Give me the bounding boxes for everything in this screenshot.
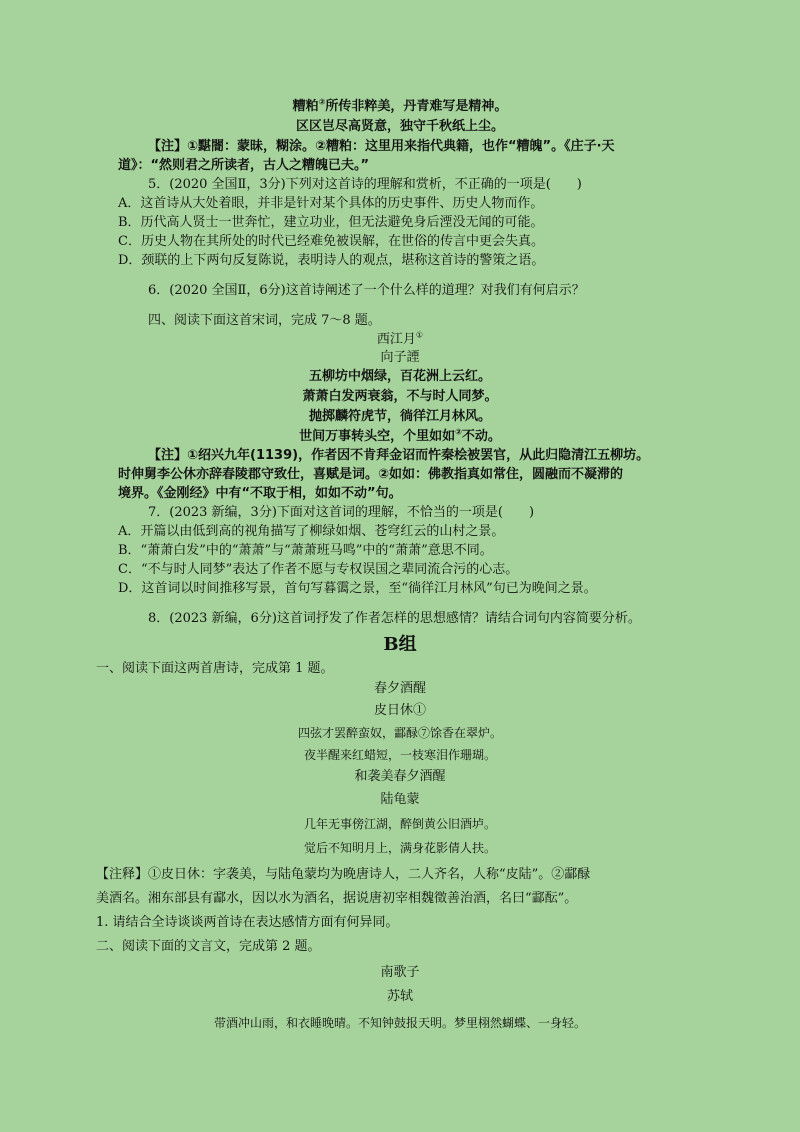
section4-heading: 四、阅读下面这首宋词，完成 7～8 题。 [148, 313, 381, 328]
question-b1: 1. 请结合全诗谈谈两首诗在表达感情方面有何异同。 [96, 915, 399, 930]
section-b1-heading: 一、阅读下面这两首唐诗，完成第 1 题。 [96, 661, 334, 676]
q7-stem: 7．(2023 新编，3分)下面对这首词的理解，不恰当的一项是( ) [148, 505, 535, 520]
poem1-line2: 区区岂尽高贤意，独守千秋纸上尘。 [295, 119, 504, 134]
poem3-title: 春夕酒醒 [373, 681, 426, 696]
poem2-line3: 抛掷麟符虎节，徜徉江月林风。 [308, 409, 491, 424]
poem2-line2: 萧萧白发两衰翁，不与时人同梦。 [302, 389, 498, 404]
q7-option-a: A．开篇以由低到高的视角描写了柳绿如烟、苍穹红云的山村之景。 [118, 524, 505, 539]
poem5-line1: 带酒冲山雨，和衣睡晚晴。不知钟鼓报天明。梦里栩然蝴蝶、一身轻。 [213, 1016, 586, 1030]
poem2-author: 向子諲 [380, 350, 420, 365]
q7-option-c: C．“不与时人同梦”表达了作者不愿与专权误国之辈同流合污的心志。 [118, 562, 519, 577]
poem3-line1: 四弦才罢醉蛮奴，酃醁⑦馀香在翠炉。 [297, 726, 502, 740]
q8: 8．(2023 新编，6分)这首词抒发了作者怎样的思想感情？请结合词句内容简要分析。 [148, 611, 641, 626]
section-b2-heading: 二、阅读下面的文言文，完成第 2 题。 [96, 939, 321, 954]
note1-line1: 【注】①黮闇：蒙昧，糊涂。②糟粕：这里用来指代典籍，也作“糟魄”。《庄子·天 [148, 139, 615, 154]
poem2-line4: 世间万事转头空，个里如如②不动。 [299, 427, 501, 444]
q5-stem: 5．(2020 全国Ⅱ，3分)下列对这首诗的理解和赏析，不正确的一项是( ) [148, 177, 582, 192]
poem4-title: 和袭美春夕酒醒 [354, 769, 446, 784]
q7-option-d: D．这首词以时间推移写景，首句写暮霭之景，至“徜徉江月林风”句已为晚间之景。 [118, 581, 597, 596]
q7-option-b: B．“萧萧白发”中的“萧萧”与“萧萧班马鸣”中的“萧萧”意思不同。 [118, 543, 493, 558]
poem4-line2: 觉后不知明月上，满身花影倩人扶。 [303, 841, 496, 855]
q6: 6．(2020 全国Ⅱ，6分)这首诗阐述了一个什么样的道理？对我们有何启示？ [148, 283, 585, 298]
note2-line3: 境界。《金刚经》中有“不取于相，如如不动”句。 [118, 486, 402, 501]
poem2-title: 西江月① [376, 330, 424, 347]
q5-option-c: C．历史人物在其所处的时代已经难免被误解，在世俗的传言中更会失真。 [118, 234, 544, 249]
poem5-title: 南歌子 [380, 965, 420, 980]
poem3-line2: 夜半醒来红蜡短，一枝寒泪作珊瑚。 [303, 748, 496, 762]
note3-line1: 【注释】①皮日休：字袭美，与陆龟蒙均为晚唐诗人，二人齐名，人称“皮陆”。②酃醁 [96, 867, 591, 882]
poem4-author: 陆龟蒙 [380, 792, 420, 807]
poem1-line1: 糟粕②所传非粹美，丹青难写是精神。 [292, 97, 508, 114]
q5-option-a: A．这首诗从大处着眼，并非是针对某个具体的历史事件、历史人物而作。 [118, 196, 544, 211]
note1-line2: 道》：“然则君之所读者，古人之糟魄已夫。” [118, 158, 370, 173]
note3-line2: 美酒名。湘东部县有酃水，因以水为酒名，据说唐初宰相魏徵善治酒，名曰“酃酝”。 [96, 891, 578, 906]
poem3-author: 皮日休① [373, 703, 426, 718]
q5-option-d: D．颈联的上下两句反复陈说，表明诗人的观点，堪称这首诗的警策之语。 [118, 253, 545, 268]
note2-line2: 时伸舅李公休亦辞春陵郡守致仕，喜赋是词。②如如：佛教指真如常住，圆融而不凝滞的 [118, 467, 624, 482]
group-b-heading: B组 [383, 634, 417, 655]
poem2-line1: 五柳坊中烟绿，百花洲上云红。 [308, 369, 491, 384]
poem4-line1: 几年无事傍江湖，醉倒黄公旧酒垆。 [303, 817, 496, 831]
q5-option-b: B．历代高人贤士一世奔忙，建立功业，但无法避免身后湮没无闻的可能。 [118, 215, 544, 230]
note2-line1: 【注】①绍兴九年(1139)，作者因不肯拜金诏而忤秦桧被罢官，从此归隐清江五柳坊。 [148, 448, 650, 463]
poem5-author: 苏轼 [386, 989, 413, 1004]
